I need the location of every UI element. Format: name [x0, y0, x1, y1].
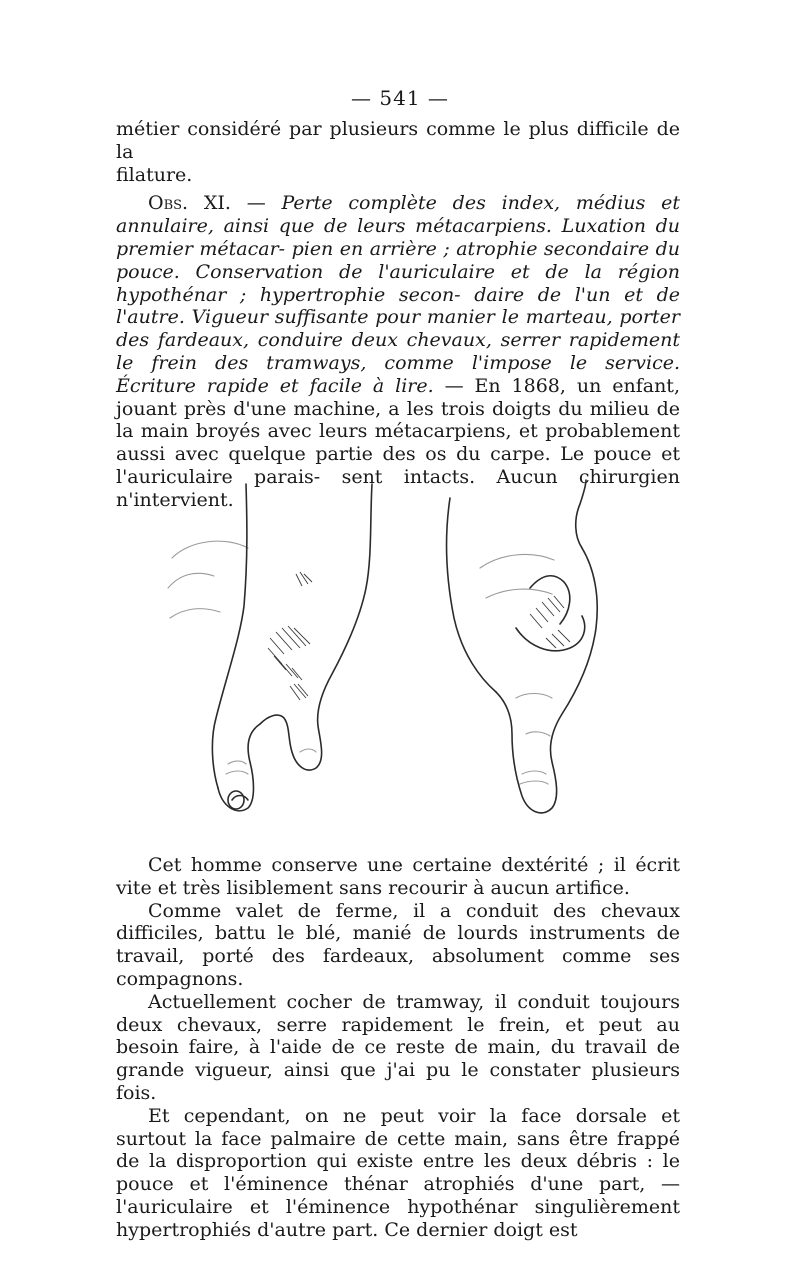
observation-label: Obs. XI. —: [148, 192, 266, 215]
paragraph-dexterity: [116, 854, 680, 900]
observation-summary: Perte complète des index, médius et annulaire,: [116, 192, 680, 238]
right-hand-palmar: [447, 480, 598, 813]
lower-text: [116, 854, 680, 1242]
observation-text: broyés avec leurs métacarpiens, et probablement aussi avec: [116, 420, 680, 466]
observation-summary-line: pien en arrière ; atrophie secondaire du pouce. Conservation de: [116, 237, 680, 283]
text-line: qui existe entre les deux débris : le pouce et l'éminence thénar: [116, 1150, 680, 1196]
text-line: métier considéré par plusieurs comme le plus difficile de la: [116, 118, 680, 163]
upper-text: [116, 118, 680, 512]
text-line: chevaux, serre rapidement le frein, et peut au besoin faire, à: [116, 1013, 680, 1059]
paragraph-tramway: [116, 991, 680, 1105]
left-hand-dorsal: [168, 484, 372, 811]
observation-summary-line: rapidement le frein des tramways, comme l'impose le service.: [116, 329, 680, 374]
paragraph-filature: [116, 118, 680, 186]
text-line: battu le blé, manié de lourds instruments de travail, porté des: [116, 922, 681, 968]
observation-summary-line: l'auriculaire et de la région hypothénar ; hypertrophie secon-: [116, 260, 680, 306]
scar-hatching: [268, 572, 312, 700]
text-line: l'aide de ce reste de main, du travail de grande vigueur, ainsi: [116, 1036, 680, 1082]
observation-xi: [116, 192, 680, 511]
observation-text: près d'une machine, a les trois doigts du milieu de la main: [116, 397, 680, 443]
observation-summary-line: daire de l'un et de l'autre. Vigueur suffisante pour manier le: [116, 283, 680, 329]
observation-text: — En 1868, un enfant, jouant: [116, 374, 680, 420]
text-line: Cet homme conserve une certaine dextérité ; il écrit vite et: [116, 854, 680, 899]
text-line: face palmaire de cette main, sans être frappé de la disproportion: [116, 1127, 681, 1173]
observation-summary-line: Écriture rapide et facile à lire.: [116, 374, 434, 397]
text-line: Et cependant, on ne peut voir la face dorsale et surtout la: [116, 1104, 680, 1150]
palm-hatching: [530, 596, 570, 648]
page-number: — 541 —: [351, 86, 449, 110]
text-line: fardeaux, absolument comme ses compagnons.: [116, 945, 681, 990]
text-line: singulièrement hypertrophiés d'autre part. Ce dernier doigt est: [116, 1195, 680, 1241]
hand-illustration: [150, 478, 690, 840]
observation-summary-line: marteau, porter des fardeaux, conduire deux chevaux, serrer: [116, 306, 680, 352]
observation-text: sent intacts. Aucun chirurgien n'intervient.: [116, 465, 680, 511]
hand-drawing: [150, 478, 690, 840]
text-line: Actuellement cocher de tramway, il conduit toujours deux: [116, 990, 680, 1036]
observation-summary-line: ainsi que de leurs métacarpiens. Luxation du premier métacar-: [116, 215, 680, 260]
observation-text: quelque partie des os du carpe. Le pouce et l'auriculaire parais-: [116, 443, 680, 488]
text-line: très lisiblement sans recourir à aucun artifice.: [182, 876, 630, 899]
paragraph-farm-work: [116, 900, 680, 991]
text-line: Comme valet de ferme, il a conduit des chevaux difficiles,: [116, 899, 680, 945]
text-line: atrophiés d'une part, — l'auriculaire et l'éminence hypothénar: [116, 1173, 680, 1218]
text-line: filature.: [116, 163, 193, 186]
paragraph-disproportion: [116, 1105, 680, 1242]
text-line: que j'ai pu le constater plusieurs fois.: [116, 1059, 680, 1104]
